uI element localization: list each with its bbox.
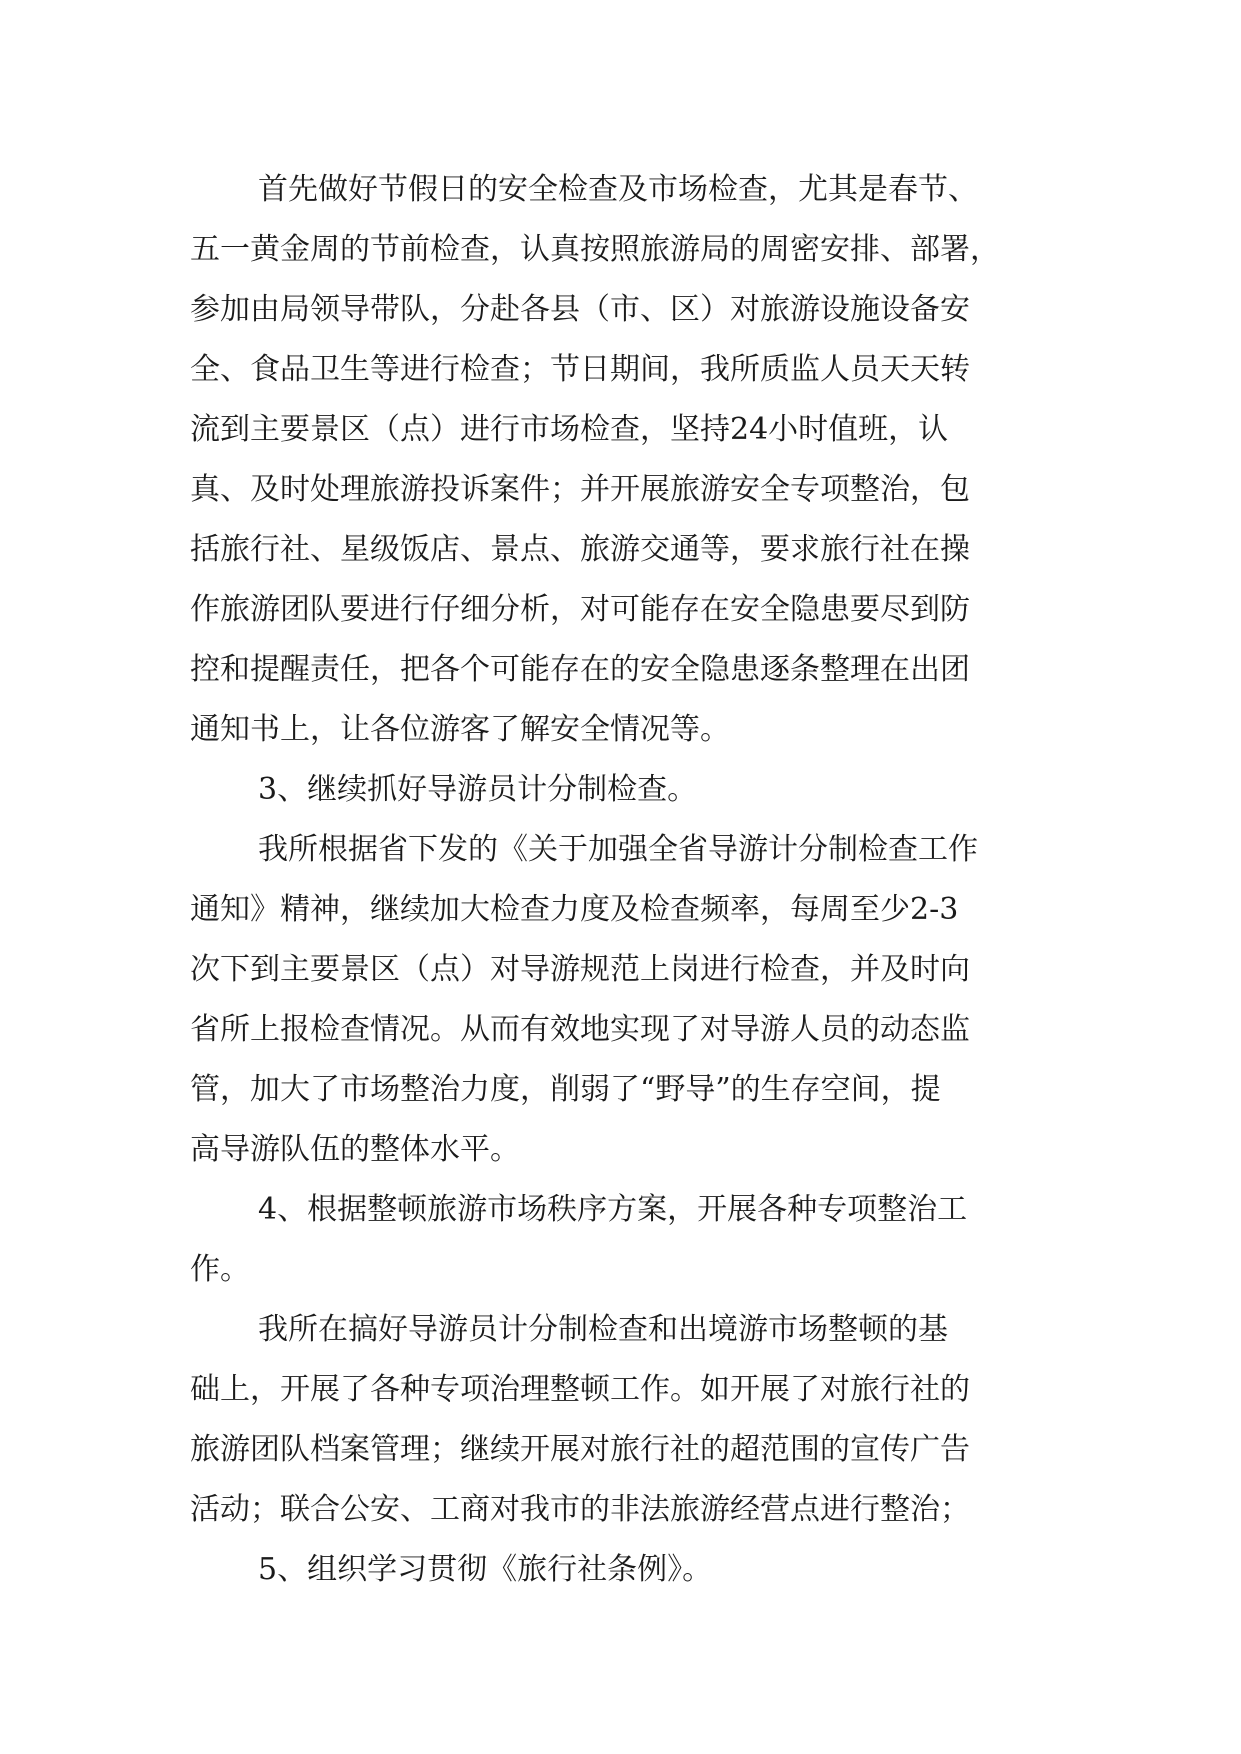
paragraph-line: 五一黄金周的节前检查，认真按照旅游局的周密安排、部署， bbox=[190, 232, 1000, 267]
paragraph-line: 全、食品卫生等进行检查；节日期间，我所质监人员天天转 bbox=[190, 352, 970, 387]
paragraph-line: 旅游团队档案管理；继续开展对旅行社的超范围的宣传广告 bbox=[190, 1432, 970, 1467]
paragraph-line: 通知》精神，继续加大检查力度及检查频率，每周至少2-3 bbox=[190, 892, 959, 927]
paragraph-guide-scoring bbox=[190, 820, 1070, 1180]
paragraph-line: 通知书上，让各位游客了解安全情况等。 bbox=[190, 712, 730, 747]
paragraph-line: 础上，开展了各种专项治理整顿工作。如开展了对旅行社的 bbox=[190, 1372, 970, 1407]
section-heading-text: 作。 bbox=[190, 1252, 250, 1287]
paragraph-line: 我所根据省下发的《关于加强全省导游计分制检查工作 bbox=[258, 832, 978, 867]
section-heading-text: 4、根据整顿旅游市场秩序方案，开展各种专项整治工 bbox=[258, 1192, 968, 1227]
paragraph-safety-inspection bbox=[190, 160, 1070, 760]
paragraph-line: 流到主要景区（点）进行市场检查，坚持24小时值班，认 bbox=[190, 412, 949, 447]
paragraph-line: 省所上报检查情况。从而有效地实现了对导游人员的动态监 bbox=[190, 1012, 970, 1047]
paragraph-line: 活动；联合公安、工商对我市的非法旅游经营点进行整治； bbox=[190, 1492, 970, 1527]
section-heading-4 bbox=[190, 1180, 1070, 1300]
paragraph-line: 控和提醒责任，把各个可能存在的安全隐患逐条整理在出团 bbox=[190, 652, 970, 687]
paragraph-line: 高导游队伍的整体水平。 bbox=[190, 1132, 520, 1167]
paragraph-special-rectification bbox=[190, 1300, 1070, 1540]
document-body bbox=[190, 160, 1070, 1600]
section-heading-5 bbox=[190, 1540, 1070, 1600]
paragraph-line: 管，加大了市场整治力度，削弱了“野导”的生存空间，提 bbox=[190, 1072, 941, 1107]
paragraph-line: 首先做好节假日的安全检查及市场检查，尤其是春节、 bbox=[258, 172, 978, 207]
section-heading-3 bbox=[190, 760, 1070, 820]
section-heading-text: 5、组织学习贯彻《旅行社条例》。 bbox=[258, 1552, 713, 1587]
paragraph-line: 括旅行社、星级饭店、景点、旅游交通等，要求旅行社在操 bbox=[190, 532, 970, 567]
paragraph-line: 我所在搞好导游员计分制检查和出境游市场整顿的基 bbox=[258, 1312, 948, 1347]
paragraph-line: 真、及时处理旅游投诉案件；并开展旅游安全专项整治，包 bbox=[190, 472, 970, 507]
paragraph-line: 作旅游团队要进行仔细分析，对可能存在安全隐患要尽到防 bbox=[190, 592, 970, 627]
paragraph-line: 次下到主要景区（点）对导游规范上岗进行检查，并及时向 bbox=[190, 952, 970, 987]
section-heading-text: 3、继续抓好导游员计分制检查。 bbox=[258, 772, 698, 807]
paragraph-line: 参加由局领导带队，分赴各县（市、区）对旅游设施设备安 bbox=[190, 292, 970, 327]
